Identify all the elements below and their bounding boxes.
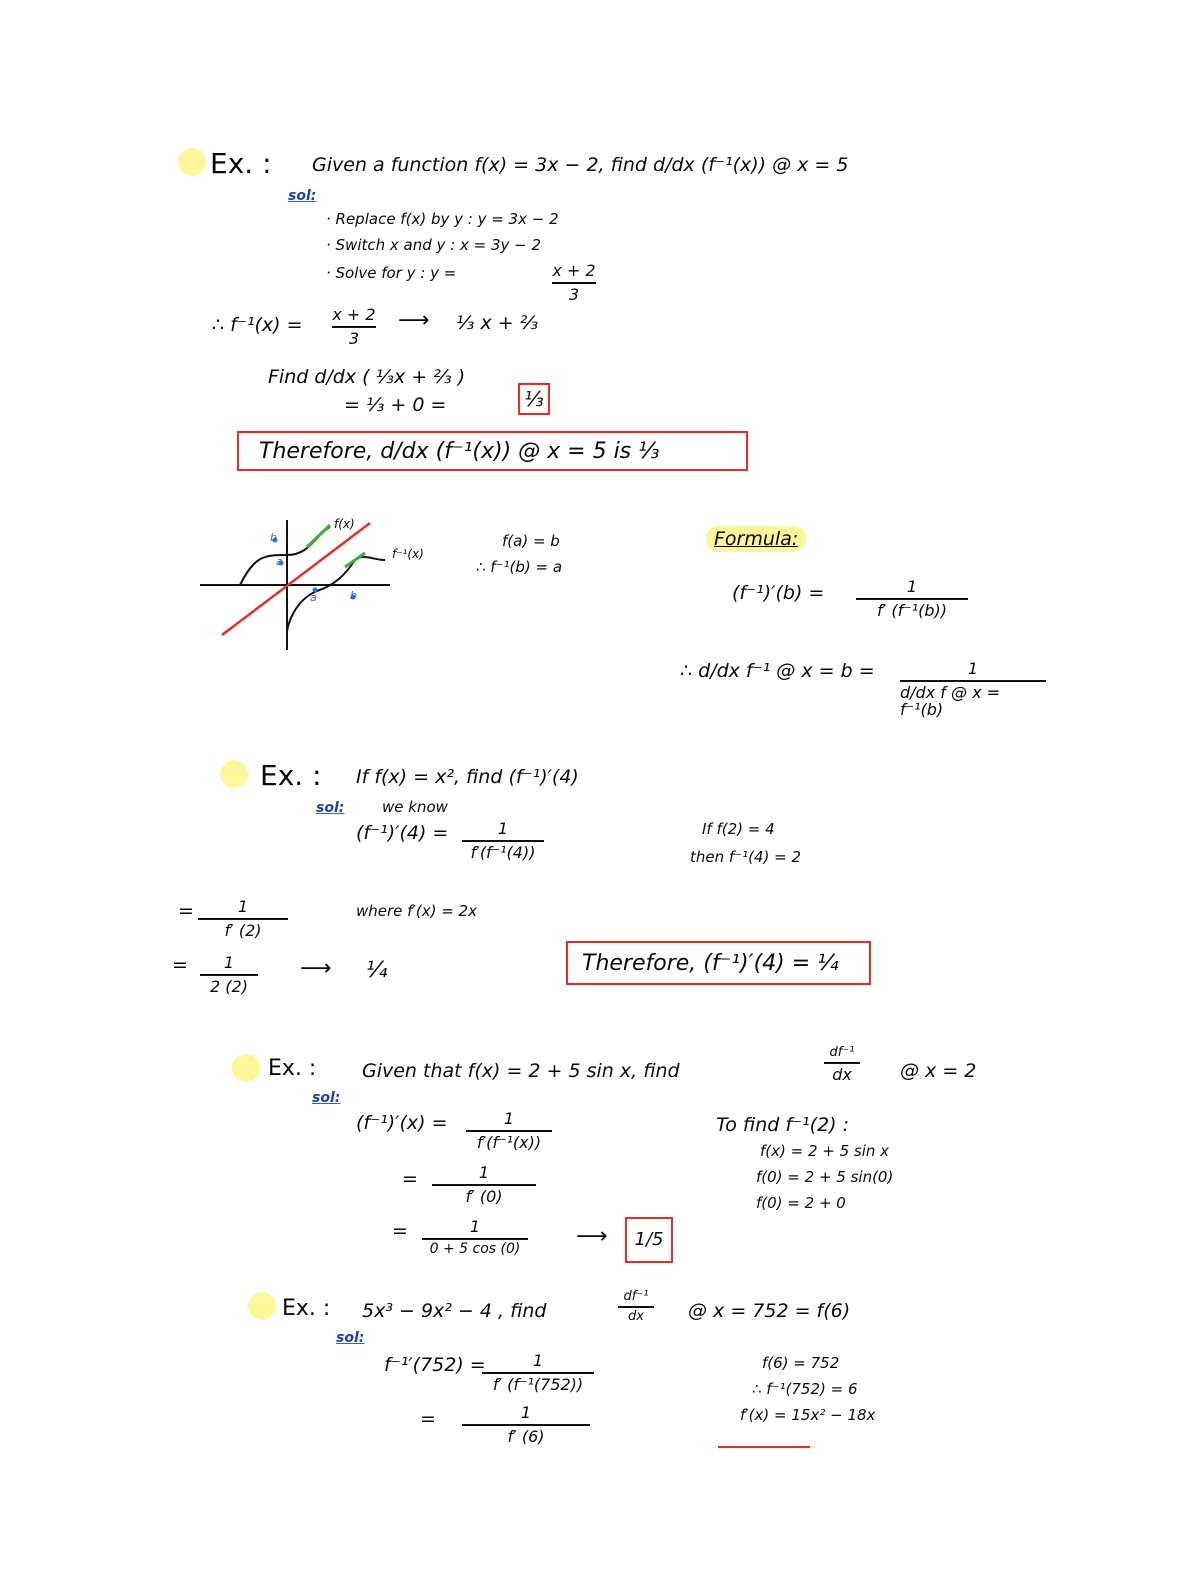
ex2-side-1: If f(2) = 4 (702, 820, 775, 838)
ex1-therefore-text: Therefore, d/dx (f⁻¹(x)) @ x = 5 is ⅓ (259, 439, 660, 464)
ex3-fraction-3 (422, 1218, 528, 1257)
ex3-fraction-2 (432, 1164, 536, 1205)
formula-lhs: (f⁻¹)′(b) = (732, 582, 825, 604)
f-curve (240, 527, 330, 585)
fraction-bar (552, 282, 596, 284)
fraction-bar (200, 974, 258, 976)
ex2-step2-fraction (200, 954, 258, 995)
fraction-numerator: 1 (497, 819, 509, 838)
fraction-bar (618, 1306, 654, 1308)
ex2-step1-eq: = (178, 900, 194, 922)
ex2-sol-label: sol: (316, 800, 345, 816)
graph-label-f-inverse: f⁻¹(x) (392, 547, 424, 561)
ex3-label: Ex. : (268, 1056, 317, 1081)
ex3-side-title: To find f⁻¹(2) : (716, 1114, 850, 1136)
fraction-numerator: 1 (478, 1163, 490, 1182)
ex4-fraction-1 (482, 1352, 594, 1393)
fraction-numerator: 1 (532, 1351, 544, 1370)
fraction-bar (462, 840, 544, 842)
f-inverse-curve (287, 557, 385, 633)
ex1-therefore-box (237, 431, 748, 471)
fraction-denominator: dx (832, 1065, 852, 1085)
ex1-step-3: · Solve for y : y = (326, 264, 457, 282)
highlight-dot-ex3 (232, 1054, 260, 1082)
formula-fraction-2 (900, 660, 1046, 719)
ex1-step-2: · Switch x and y : x = 3y − 2 (326, 236, 542, 254)
ex2-step2-result: ¼ (366, 958, 388, 983)
fraction-denominator: 2 (2) (210, 976, 248, 996)
ex3-side-3: f(0) = 2 + 0 (756, 1194, 846, 1212)
ex1-label: Ex. : (210, 147, 272, 180)
fraction-denominator: 0 + 5 cos (0) (429, 1240, 521, 1257)
ex2-therefore-text: Therefore, (f⁻¹)′(4) = ¼ (582, 951, 839, 976)
ex1-result-box (518, 383, 550, 415)
ex3-prompt: Given that f(x) = 2 + 5 sin x, find (362, 1060, 680, 1082)
formula-fraction (856, 578, 968, 619)
ex3-at: @ x = 2 (900, 1060, 977, 1082)
ex2-arrow: ⟶ (300, 956, 332, 981)
fraction-numerator: 1 (520, 1403, 532, 1422)
ex4-dfinv-dx (618, 1290, 654, 1325)
ex2-we-know: we know (382, 798, 448, 816)
ex2-fraction (462, 820, 544, 861)
ex3-dfinv-dx (824, 1046, 860, 1084)
fraction-denominator: f′ (6) (507, 1426, 545, 1446)
ex3-eq-3: = (392, 1220, 408, 1242)
ex4-lhs: f⁻¹′(752) = (384, 1354, 486, 1376)
fraction-numerator: x + 2 (332, 305, 376, 324)
ex4-red-underline (718, 1446, 810, 1448)
graph-label-a-bottom: a (310, 591, 317, 604)
ex1-find-line: Find d/dx ( ⅓x + ⅔ ) (268, 366, 466, 388)
relation-line-1: f(a) = b (502, 532, 560, 550)
ex1-inverse-fraction (332, 306, 376, 347)
ex4-sol-label: sol: (336, 1330, 365, 1346)
fraction-bar (198, 918, 288, 920)
ex3-side-2: f(0) = 2 + 5 sin(0) (756, 1168, 894, 1186)
ex1-prompt: Given a function f(x) = 3x − 2, find d/dx (f⁻¹(x)) @ x = 5 (312, 154, 849, 176)
ex1-inverse-arrow: ⟶ (398, 308, 430, 333)
fraction-numerator: 1 (967, 659, 979, 678)
fraction-denominator: f′(f⁻¹(x)) (476, 1132, 542, 1152)
ex2-step2-eq: = (172, 954, 188, 976)
ex3-arrow: ⟶ (576, 1224, 608, 1249)
ex4-label: Ex. : (282, 1296, 331, 1321)
fraction-bar (900, 680, 1046, 682)
fraction-numerator: 1 (503, 1109, 515, 1128)
ex3-side-1: f(x) = 2 + 5 sin x (760, 1142, 890, 1160)
tangent-f-inverse (345, 553, 365, 567)
graph-label-b-top: b (270, 531, 277, 544)
formula-lhs-2: ∴ d/dx f⁻¹ @ x = b = (680, 660, 875, 682)
ex2-where: where f′(x) = 2x (356, 902, 477, 920)
fraction-bar (432, 1184, 536, 1186)
ex3-lhs: (f⁻¹)′(x) = (356, 1112, 448, 1134)
relation-line-2: ∴ f⁻¹(b) = a (476, 558, 563, 576)
fraction-denominator: f′ (2) (224, 920, 262, 940)
graph-label-f: f(x) (334, 517, 355, 531)
formula-title (706, 530, 806, 549)
fraction-numerator: 1 (469, 1217, 481, 1236)
ex3-eq-2: = (402, 1168, 418, 1190)
highlight-dot-ex1 (178, 148, 206, 176)
ex2-therefore-box (566, 941, 871, 985)
fraction-denominator: f′(f⁻¹(4)) (470, 842, 536, 862)
formula-title-text: Formula: (706, 526, 806, 552)
ex1-result-line: = ⅓ + 0 = (344, 394, 447, 416)
fraction-bar (824, 1062, 860, 1064)
ex2-step1-fraction (198, 898, 288, 939)
fraction-numerator: df⁻¹ (829, 1045, 855, 1060)
fraction-bar (482, 1372, 594, 1374)
ex3-result-box (625, 1217, 673, 1263)
ex2-lhs: (f⁻¹)′(4) = (356, 822, 449, 844)
ex2-side-2: then f⁻¹(4) = 2 (690, 848, 801, 866)
ex3-sol-label: sol: (312, 1090, 341, 1106)
fraction-denominator: f′ (f⁻¹(752)) (492, 1374, 584, 1394)
inverse-function-graph (195, 515, 435, 655)
ex1-inverse-prefix: ∴ f⁻¹(x) = (212, 314, 303, 336)
ex1-step-1: · Replace f(x) by y : y = 3x − 2 (326, 210, 559, 228)
highlight-dot-ex4 (248, 1292, 276, 1320)
fraction-numerator: x + 2 (552, 261, 596, 280)
ex4-at: @ x = 752 = f(6) (688, 1300, 851, 1322)
ex3-fraction-1 (466, 1110, 552, 1151)
highlight-dot-ex2 (220, 760, 248, 788)
fraction-denominator: f′ (0) (465, 1186, 503, 1206)
ex4-side-1: f(6) = 752 (762, 1354, 840, 1372)
fraction-bar (332, 326, 376, 328)
ex4-eq-2: = (420, 1408, 436, 1430)
tangent-f (307, 525, 330, 547)
ex4-fraction-2 (462, 1404, 590, 1445)
ex1-inverse-simplified: ⅓ x + ⅔ (456, 312, 539, 334)
ex4-side-2: ∴ f⁻¹(752) = 6 (752, 1380, 858, 1398)
ex1-solve-fraction (552, 262, 596, 303)
fraction-denominator: d/dx f @ x = f⁻¹(b) (900, 682, 1001, 720)
ex4-prompt: 5x³ − 9x² − 4 , find (362, 1300, 547, 1322)
fraction-numerator: df⁻¹ (623, 1289, 649, 1304)
fraction-denominator: f′ (f⁻¹(b)) (877, 600, 947, 620)
ex4-side-3: f′(x) = 15x² − 18x (740, 1406, 876, 1424)
fraction-numerator: 1 (906, 577, 918, 596)
fraction-denominator: dx (628, 1309, 644, 1325)
fraction-numerator: 1 (223, 953, 235, 972)
fraction-bar (422, 1238, 528, 1240)
graph-label-b-bottom: b (350, 589, 357, 602)
fraction-denominator: 3 (568, 284, 580, 304)
graph-label-a-left: a (276, 555, 283, 568)
fraction-bar (462, 1424, 590, 1426)
fraction-denominator: 3 (348, 328, 360, 348)
ex2-label: Ex. : (260, 759, 322, 792)
ex3-result-boxed: 1/5 (634, 1229, 664, 1250)
fraction-numerator: 1 (237, 897, 249, 916)
ex1-result-boxed: ⅓ (524, 387, 544, 411)
fraction-bar (856, 598, 968, 600)
fraction-bar (466, 1130, 552, 1132)
ex2-prompt: If f(x) = x², find (f⁻¹)′(4) (356, 766, 579, 788)
ex1-sol-label: sol: (288, 188, 317, 204)
